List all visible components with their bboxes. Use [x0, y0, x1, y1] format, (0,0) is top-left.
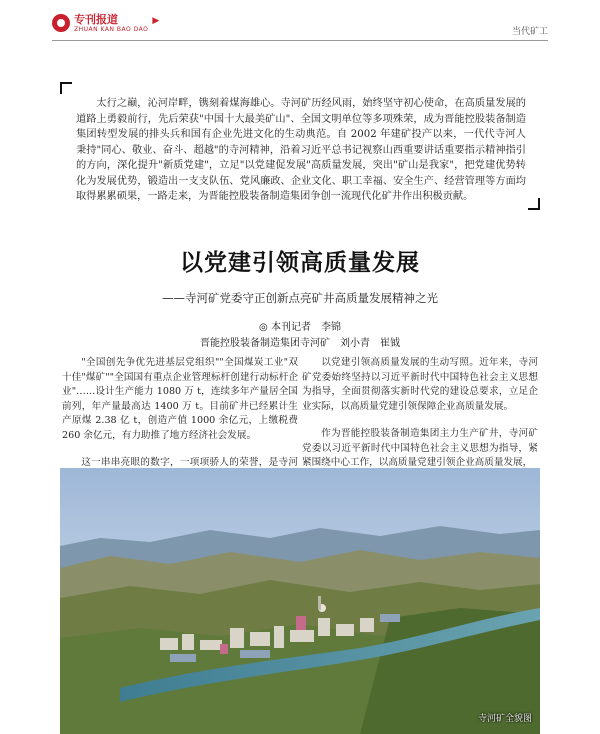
right-paragraph-2: 作为晋能控股装备制造集团主力生产矿井，寺河矿党委以习近平新时代中国特色社会主义思想为指导，紧紧围绕中心工作，以高质量党建引领企业高质量发展， — [302, 428, 538, 468]
panorama-illustration — [60, 468, 540, 734]
magazine-logo — [52, 14, 159, 34]
intro-paragraph: 太行之巅，沁河岸畔，镌刻着煤海雄心。寺河矿历经风雨，始终坚守初心使命，在高质量发展的道路上勇毅前行，先后荣获"中国十大最美矿山"、全国文明单位等多项殊荣，成为晋能控股装备制造集团转型发展的排头兵和国有企业先进文化的生动典范。自 2002 年建矿投产以来，一代代寺河人秉持"同心、敬业、奋斗、超越"的寺河精神，沿着习近平总书记视察山西重要讲话重要指示精神指引的方向，深化提升"新质党建"，立足"以党建促发展"高质量发展，突出"矿山是我家"，把党建优势转化为发展优势，锻造出一支支队伍、党风廉政、企业文化、职工幸福、安全生产、经营管理等方面均取得累累硕果，一路走来，为晋能控股装备制造集团争创一流现代化矿井作出积极贡献。 — [76, 98, 526, 202]
section-name: 专刊报道 — [74, 13, 118, 26]
right-paragraph-1: 以党建引领高质量发展的生动写照。近年来，寺河矿党委始终坚持以习近平新时代中国特色社会主义思想为指导，全面贯彻落实新时代党的建设总要求，立足企业实际，以高质量党建引领保障企业高质量发展。 — [302, 357, 538, 412]
left-paragraph-1: "全国创先争优先进基层党组织""全国煤炭工业"双十佳"煤矿""全国国有重点企业管理标杆创建行动标杆企业"……设计生产能力 1080 万 t，连续多年产量居全国前列，年产量最高达 1400 万 t。目前矿井已经累计生产原煤 2.38 亿 t，创造产值 1000 余亿元，上缴税费 260 余亿元，有力助推了地方经济社会发展。 — [62, 357, 298, 441]
byline-authors: 晋能控股装备制造集团寺河矿 刘小青 崔钺 — [200, 338, 400, 349]
header-divider — [52, 40, 548, 41]
right-column — [302, 356, 538, 471]
left-paragraph-2: 这一串串亮眼的数字，一项项骄人的荣誉，是寺河 — [81, 457, 298, 468]
photo-caption: 寺河矿全貌图 — [477, 714, 532, 724]
intro-corner-bottom-right — [528, 198, 540, 210]
logo-icon — [52, 14, 70, 32]
article-subtitle: ——寺河矿党委守正创新点亮矿井高质量发展精神之光 — [162, 291, 438, 305]
logo-text — [74, 14, 148, 34]
section-name-pinyin: ZHUAN KAN BAO DAO — [74, 26, 149, 33]
publication-name: 当代矿工 — [511, 27, 548, 37]
page-header — [0, 0, 600, 44]
intro-corner-top-left — [60, 82, 72, 94]
logo-arrow-icon: ▶ — [152, 16, 160, 26]
byline-reporter: ◎ 本刊记者 李锦 — [259, 322, 341, 333]
article-title: 以党建引领高质量发展 — [180, 250, 420, 276]
mine-panorama-photo — [60, 468, 540, 734]
left-column — [62, 356, 298, 485]
